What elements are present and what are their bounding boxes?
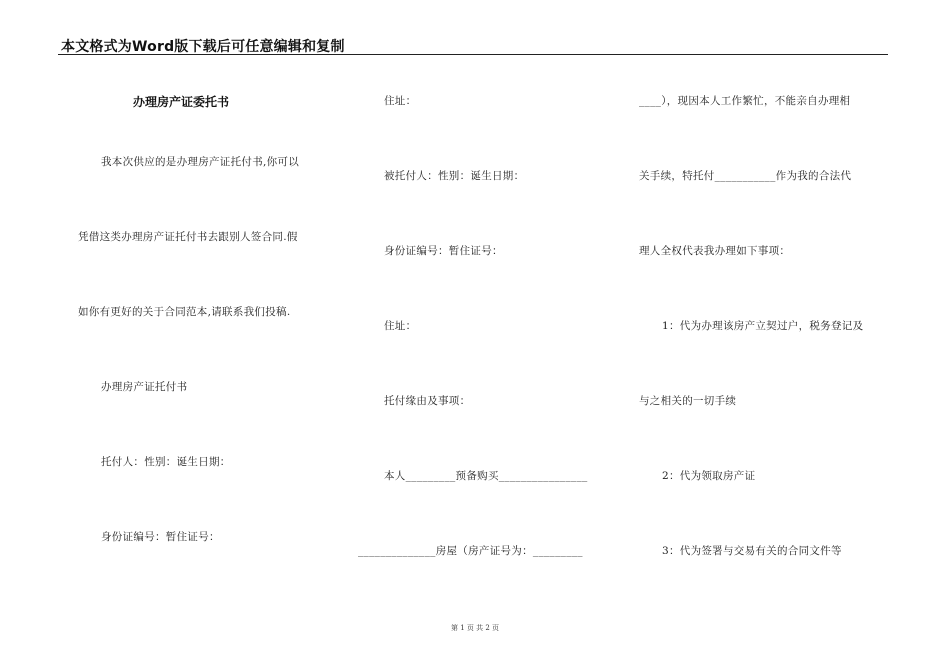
subtitle: 办理房产证托付书: [101, 381, 188, 393]
principal-info: 托付人：性别：诞生日期：: [101, 456, 231, 468]
principal-id: 身份证编号：暂住证号：: [101, 531, 220, 543]
property-line: ______________房屋（房产证号为：_________: [358, 545, 583, 557]
item-2: 2：代为领取房产证: [662, 470, 756, 482]
purchase-line: 本人_________预备购买________________: [384, 470, 588, 482]
agent-info: 被托付人：性别：诞生日期：: [384, 170, 525, 182]
agent-address: 住址：: [384, 320, 417, 332]
intro-line-2: 凭借这类办理房产证托付书去跟别人签合同.假: [78, 231, 298, 243]
agent-id: 身份证编号：暂住证号：: [384, 245, 503, 257]
item-3: 3：代为签署与交易有关的合同文件等: [662, 545, 842, 557]
right-line-2: 关手续，特托付___________作为我的合法代: [639, 170, 852, 182]
page-footer: 第 1 页 共 2 页: [450, 624, 500, 632]
intro-line-3: 如你有更好的关于合同范本,请联系我们投稿.: [78, 306, 291, 318]
principal-address: 住址：: [384, 95, 417, 107]
intro-line-1: 我本次供应的是办理房产证托付书,你可以: [101, 156, 300, 168]
right-line-3: 理人全权代表我办理如下事项：: [639, 245, 791, 257]
header-divider: [58, 54, 888, 55]
reason-label: 托付缘由及事项：: [384, 395, 471, 407]
item-1: 1：代为办理该房产立契过户，税务登记及: [662, 320, 864, 332]
right-line-1: ____），现因本人工作繁忙，不能亲自办理相: [639, 95, 851, 107]
item-1-continued: 与之相关的一切手续: [639, 395, 737, 407]
document-title: 办理房产证委托书: [133, 95, 230, 109]
header-title: 本文格式为Word版下载后可任意编辑和复制: [61, 39, 345, 55]
